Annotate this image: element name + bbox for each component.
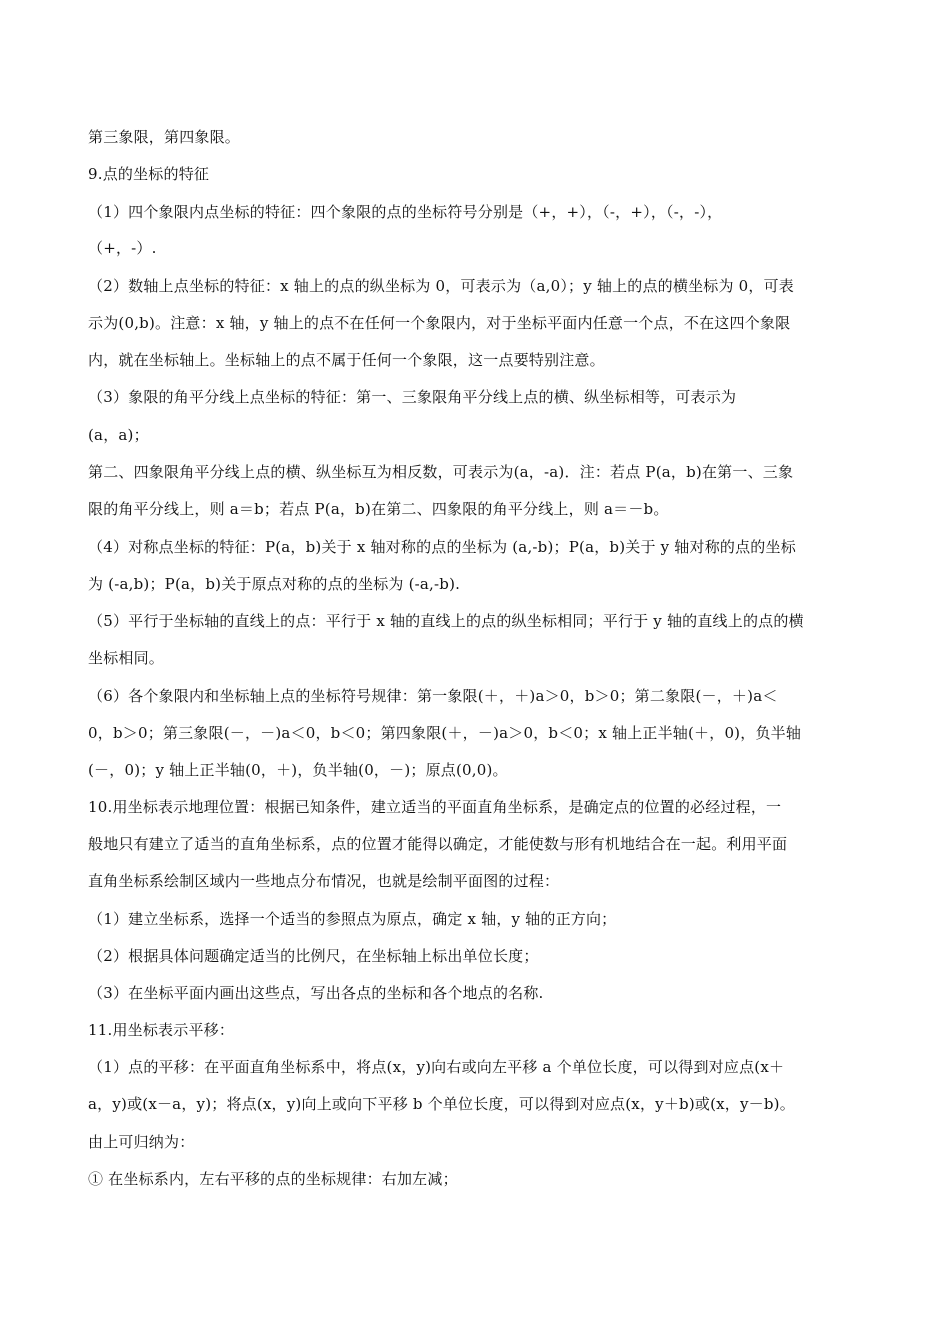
text-line: 示为(0,b)。注意：x 轴，y 轴上的点不在任何一个象限内，对于坐标平面内任意一个点，不在这四个象限: [88, 314, 791, 332]
text-line: ① 在坐标系内，左右平移的点的坐标规律：右加左减；: [88, 1170, 458, 1188]
text-line: 内，就在坐标轴上。坐标轴上的点不属于任何一个象限，这一点要特别注意。: [88, 351, 605, 369]
text-line: (a，a)；: [88, 426, 149, 444]
text-line: 由上可归纳为：: [88, 1133, 195, 1151]
text-line: （2）数轴上点坐标的特征：x 轴上的点的纵坐标为 0，可表示为（a,0）；y 轴上的点的横坐标为 0，可表: [88, 277, 794, 295]
text-line: 为 (-a,b)；P(a，b)关于原点对称的点的坐标为 (-a,-b).: [88, 575, 461, 593]
text-line: (－，0)；y 轴上正半轴(0，＋)，负半轴(0，－)；原点(0,0)。: [88, 761, 508, 779]
text-line: 直角坐标系绘制区域内一些地点分布情况，也就是绘制平面图的过程：: [88, 872, 560, 890]
section-heading-10: 10.用坐标表示地理位置：根据已知条件，建立适当的平面直角坐标系，是确定点的位置的必经过程，一: [88, 798, 782, 816]
text-line: （2）根据具体问题确定适当的比例尺，在坐标轴上标出单位长度；: [88, 947, 539, 965]
text-line: 坐标相同。: [88, 649, 165, 667]
text-line: 第三象限，第四象限。: [88, 128, 241, 146]
text-line: 般地只有建立了适当的直角坐标系，点的位置才能得以确定，才能使数与形有机地结合在一起。利用平面: [88, 835, 788, 853]
text-line: （3）在坐标平面内画出这些点，写出各点的坐标和各个地点的名称.: [88, 984, 544, 1002]
text-line: （1）建立坐标系，选择一个适当的参照点为原点，确定 x 轴，y 轴的正方向；: [88, 910, 617, 928]
section-heading-9: 9.点的坐标的特征: [88, 165, 210, 183]
text-line: （1）点的平移：在平面直角坐标系中，将点(x，y)向右或向左平移 a 个单位长度，可以得到对应点(x＋: [88, 1058, 785, 1076]
text-line: （3）象限的角平分线上点坐标的特征：第一、三象限角平分线上点的横、纵坐标相等，可表示为: [88, 388, 737, 406]
text-line: （1）四个象限内点坐标的特征：四个象限的点的坐标符号分别是（+，+），（-，+），（-，-），: [88, 203, 723, 221]
text-line: 限的角平分线上，则 a＝b；若点 P(a，b)在第二、四象限的角平分线上，则 a＝－b。: [88, 500, 669, 518]
text-line: （+，-）.: [88, 239, 157, 257]
text-line: 0，b＞0；第三象限(－，－)a＜0，b＜0；第四象限(＋，－)a＞0，b＜0；x 轴上正半轴(＋，0)，负半轴: [88, 724, 802, 742]
text-line: （6）各个象限内和坐标轴上点的坐标符号规律：第一象限(＋，＋)a＞0，b＞0；第二象限(－，＋)a＜: [88, 687, 778, 705]
text-line: （4）对称点坐标的特征：P(a，b)关于 x 轴对称的点的坐标为 (a,-b)；P(a，b)关于 y 轴对称的点的坐标: [88, 538, 796, 556]
text-line: a，y)或(x－a，y)；将点(x，y)向上或向下平移 b 个单位长度，可以得到对应点(x，y＋b)或(x，y－b)。: [88, 1095, 795, 1113]
text-line: （5）平行于坐标轴的直线上的点：平行于 x 轴的直线上的点的纵坐标相同；平行于 y 轴的直线上的点的横: [88, 612, 804, 630]
section-heading-11: 11.用坐标表示平移：: [88, 1021, 235, 1039]
text-line: 第二、四象限角平分线上点的横、纵坐标互为相反数，可表示为(a，-a)．注：若点 P(a，b)在第一、三象: [88, 463, 794, 481]
